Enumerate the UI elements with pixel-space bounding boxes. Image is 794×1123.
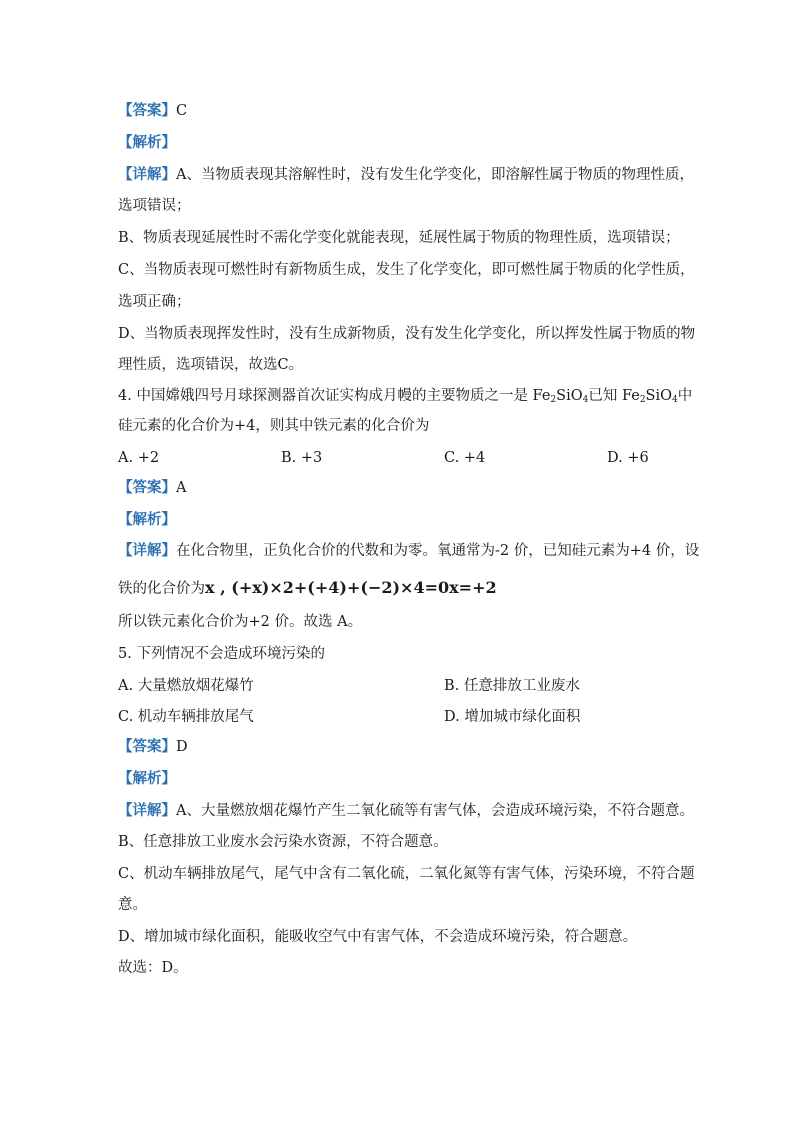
- q4-sub-1: 2: [550, 395, 557, 405]
- q4-stem-a: 4. 中国嫦娥四号月球探测器首次证实构成月幔的主要物质之一是 Fe: [118, 388, 551, 404]
- q4-option-a: A. +2: [118, 450, 160, 466]
- q4-stem-b: 已知 Fe: [588, 388, 640, 404]
- q5-detail-line-2: B、任意排放工业废水会污染水资源，不符合题意。: [118, 834, 448, 850]
- q4-stem-c: 中: [677, 388, 693, 404]
- q3-detail-text-0: A、当物质表现其溶解性时，没有发生化学变化，即溶解性属于物质的物理性质，: [176, 167, 694, 183]
- analysis-tag: 【解析】: [118, 770, 176, 787]
- answer-tag: 【答案】: [118, 102, 176, 119]
- q4-answer: A: [176, 480, 187, 496]
- q4-sub-3: 2: [639, 395, 646, 405]
- q4-option-c: C. +4: [444, 450, 486, 466]
- q5-answer-line: [118, 737, 188, 757]
- q4-sub-4: 4: [672, 395, 678, 405]
- analysis-tag: 【解析】: [118, 511, 176, 528]
- q4-stem-line-2: 硅元素的化合价为+4，则其中铁元素的化合价为: [118, 418, 430, 434]
- detail-tag: 【详解】: [118, 166, 176, 183]
- q5-detail-line-6: 故选：D。: [118, 960, 188, 976]
- q5-detail-line-5: D、增加城市绿化面积，能吸收空气中有害气体，不会造成环境污染，符合题意。: [118, 929, 638, 945]
- q4-analysis-line: [118, 510, 176, 530]
- q4-mid-2: SiO: [645, 388, 673, 404]
- answer-tag: 【答案】: [118, 738, 176, 755]
- q3-detail-line-3: B、物质表现延展性时不需化学变化就能表现，延展性属于物质的物理性质，选项错误；: [118, 230, 680, 246]
- q4-option-b: B. +3: [281, 450, 323, 466]
- q5-option-b: B. 任意排放工业废水: [444, 678, 580, 694]
- q3-detail-line-2: 选项错误；: [118, 198, 191, 214]
- q3-analysis-line: [118, 133, 176, 153]
- q5-analysis-line: [118, 769, 176, 789]
- detail-tag: 【详解】: [118, 802, 176, 819]
- q5-option-a: A. 大量燃放烟花爆竹: [118, 678, 254, 694]
- q3-detail-line-5: 选项正确；: [118, 294, 191, 310]
- q3-detail-line-1: [118, 165, 694, 185]
- q3-answer: C: [176, 103, 188, 119]
- q5-option-c: C. 机动车辆排放尾气: [118, 709, 254, 725]
- q4-conclusion: 所以铁元素化合价为+2 价。故选 A。: [118, 614, 363, 630]
- q4-sub-2: 4: [582, 395, 589, 405]
- q3-detail-line-4: C、当物质表现可燃性时有新物质生成，发生了化学变化，即可燃性属于物质的化学性质，: [118, 262, 695, 278]
- q4-mid-1: SiO: [556, 388, 583, 404]
- answer-tag: 【答案】: [118, 479, 176, 496]
- q4-stem-line-1: [118, 386, 692, 410]
- q4-detail-text-1: 在化合物里，正负化合价的代数和为零。氧通常为-2 价，已知硅元素为+4 价，设: [176, 543, 700, 559]
- q4-option-d: D. +6: [607, 450, 649, 466]
- q5-answer: D: [176, 739, 188, 755]
- q5-detail-text-0: A、大量燃放烟花爆竹产生二氧化硫等有害气体，会造成环境污染，不符合题意。: [176, 803, 694, 819]
- q3-answer-line: [118, 101, 187, 121]
- detail-tag: 【详解】: [118, 542, 176, 559]
- q5-option-d: D. 增加城市绿化面积: [444, 709, 581, 725]
- q3-detail-line-6: D、当物质表现挥发性时，没有生成新物质，没有发生化学变化，所以挥发性属于物质的物: [118, 326, 696, 342]
- q5-detail-line-1: [118, 801, 694, 821]
- q5-detail-line-4: 意。: [118, 897, 147, 913]
- q4-answer-line: [118, 478, 186, 498]
- analysis-tag: 【解析】: [118, 134, 176, 151]
- q4-detail-line-2: [118, 578, 497, 599]
- q5-detail-line-3: C、机动车辆排放尾气，尾气中含有二氧化硫，二氧化氮等有害气体，污染环境，不符合题: [118, 866, 695, 882]
- q4-formula: x , (+x)×2+(+4)+(−2)×4=0x=+2: [205, 578, 497, 597]
- q4-detail-line-1: [118, 541, 699, 561]
- q3-detail-line-7: 理性质，选项错误，故选C。: [118, 357, 304, 373]
- q5-stem: 5. 下列情况不会造成环境污染的: [118, 646, 325, 662]
- q4-detail-text-2: 铁的化合价为: [118, 581, 205, 597]
